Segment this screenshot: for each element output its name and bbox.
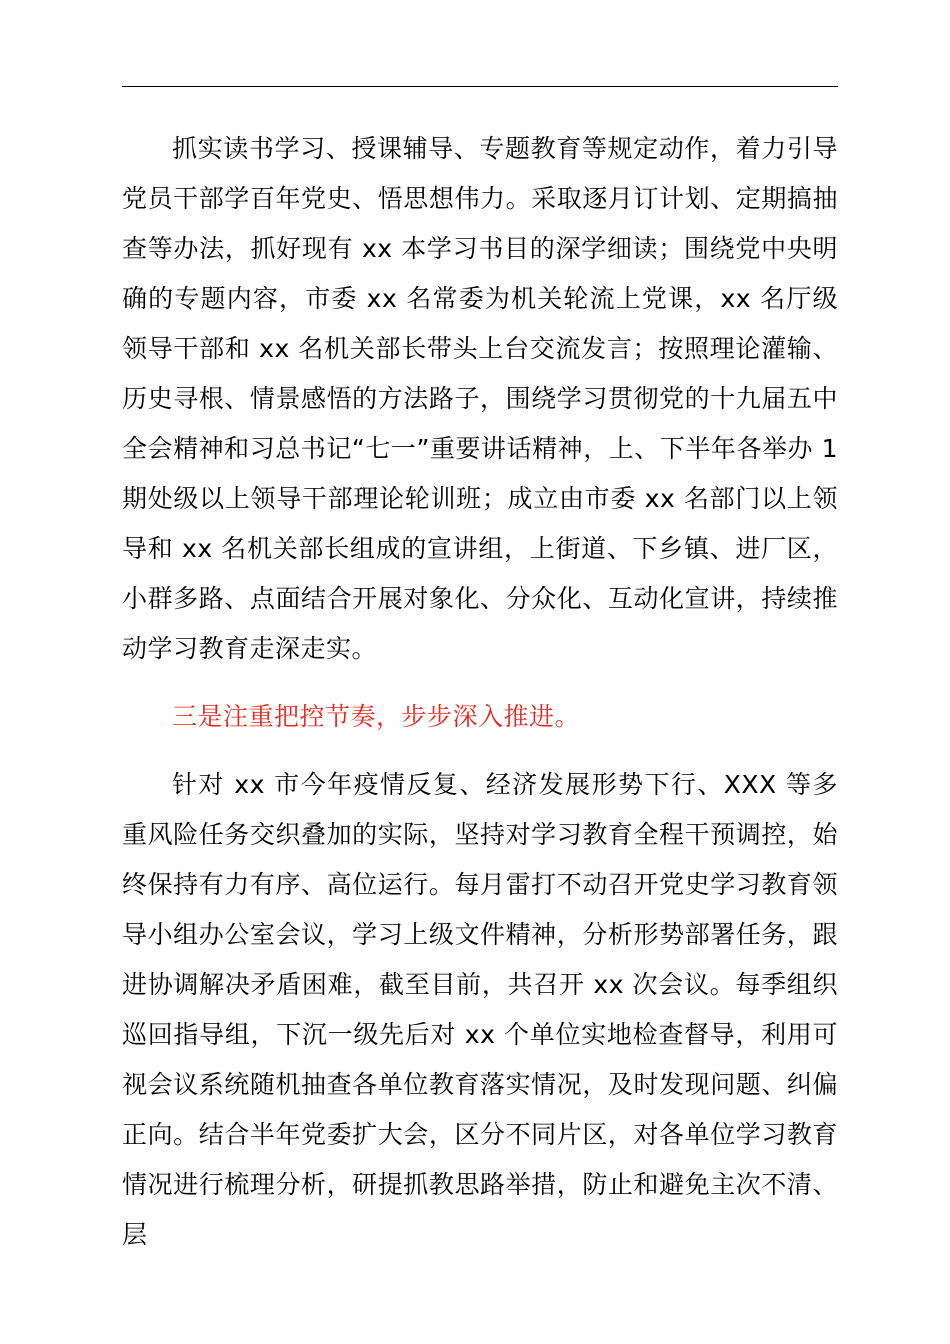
paragraph-spacer <box>122 674 838 692</box>
paragraph-spacer <box>122 742 838 760</box>
paragraph-rhythm-control: 针对 xx 市今年疫情反复、经济发展形势下行、XXX 等多重风险任务交织叠加的实际，坚持对学习教育全程干预调控，始终保持有力有序、高位运行。每月雷打不动召开党史学习教育领导小组办公室会议，学习上级文件精神，分析形势部署任务，跟进协调解决矛盾困难，截至目前，共召开 xx 次会议。每季组织巡回指导组，下沉一级先后对 xx 个单位实地检查督导，利用可视会议系统随机抽查各单位教育落实情况，及时发现问题、纠偏正向。结合半年党委扩大会，区分不同片区，对各单位学习教育情况进行梳理分析，研提抓教思路举措，防止和避免主次不清、层 <box>122 770 838 1249</box>
paragraph-study-activities: 抓实读书学习、授课辅导、专题教育等规定动作，着力引导党员干部学百年党史、悟思想伟力。采取逐月订计划、定期搞抽查等办法，抓好现有 xx 本学习书目的深学细读；围绕党中央明确的专题内容，市委 xx 名常委为机关轮流上党课，xx 名厅级领导干部和 xx 名机关部长带头上台交流发言；按照理论灌输、历史寻根、情景感悟的方法路子，围绕学习贯彻党的十九届五中全会精神和习总书记“七一”重要讲话精神，上、下半年各举办 1 期处级以上领导干部理论轮训班；成立由市委 xx 名部门以上领导和 xx 名机关部长组成的宣讲组，上街道、下乡镇、进厂区，小群多路、点面结合开展对象化、分众化、互动化宣讲，持续推动学习教育走深走实。 <box>122 134 838 663</box>
section-heading-three: 三是注重把控节奏，步步深入推进。 <box>172 702 581 731</box>
header-rule <box>122 86 838 87</box>
document-body <box>122 124 838 1260</box>
